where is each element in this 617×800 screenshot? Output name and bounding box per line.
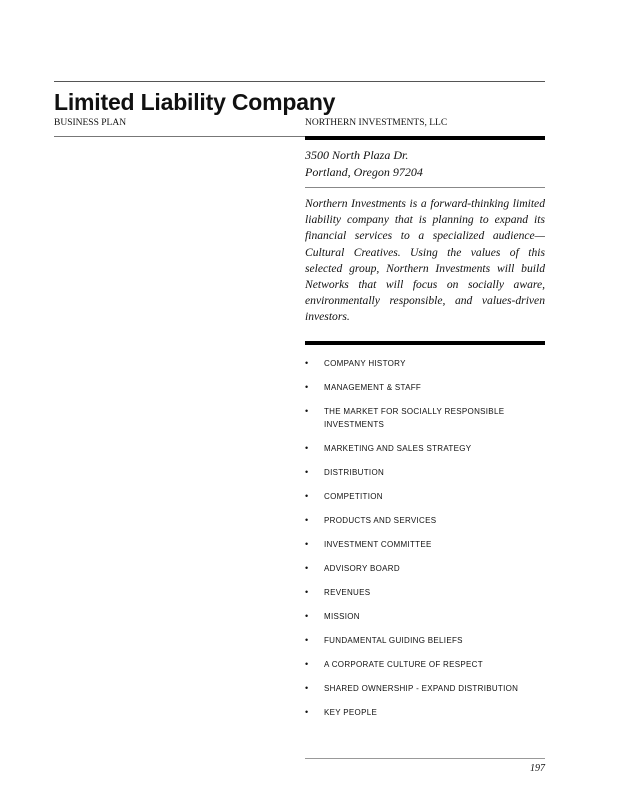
toc-item [305,381,545,394]
toc-item-label: MARKETING AND SALES STRATEGY [324,444,472,453]
toc-item-label: ADVISORY BOARD [324,564,400,573]
toc-item-label: COMPETITION [324,492,383,501]
address-divider-rule [305,187,545,188]
toc-item [305,466,545,479]
toc-item [305,682,545,695]
bullet-icon: • [305,659,309,669]
bullet-icon: • [305,443,309,453]
toc-item [305,357,545,370]
company-name: NORTHERN INVESTMENTS, LLC [305,118,448,128]
toc-item-label: FUNDAMENTAL GUIDING BELIEFS [324,636,463,645]
bullet-icon: • [305,683,309,693]
toc-item [305,442,545,455]
toc-item [305,514,545,527]
bullet-icon: • [305,635,309,645]
bullet-icon: • [305,467,309,477]
toc-item [305,706,545,719]
footer-rule [305,758,545,759]
address-street: 3500 North Plaza Dr. [305,148,409,162]
company-address [305,147,545,181]
bullet-icon: • [305,382,309,392]
toc-item-label: THE MARKET FOR SOCIALLY RESPONSIBLE INVESTMENTS [324,407,505,429]
toc-item-label: INVESTMENT COMMITTEE [324,540,432,549]
toc-item-label: A CORPORATE CULTURE OF RESPECT [324,660,483,669]
address-city-state-zip: Portland, Oregon 97204 [305,165,423,179]
toc-item [305,610,545,623]
toc-item [305,562,545,575]
table-of-contents [305,357,545,730]
toc-item-label: MISSION [324,612,360,621]
toc-item [305,538,545,551]
bullet-icon: • [305,707,309,717]
bullet-icon: • [305,515,309,525]
toc-item [305,405,545,431]
toc-item-label: MANAGEMENT & STAFF [324,383,422,392]
toc-item-label: COMPANY HISTORY [324,359,406,368]
bullet-icon: • [305,563,309,573]
bullet-icon: • [305,491,309,501]
page-title: Limited Liability Company [54,89,336,115]
section-divider-bar [305,136,545,140]
bullet-icon: • [305,539,309,549]
bullet-icon: • [305,358,309,368]
bullet-icon: • [305,587,309,597]
toc-item-label: REVENUES [324,588,371,597]
page-number: 197 [530,763,545,774]
intro-paragraph: Northern Investments is a forward-thinking limited liability company that is planning to expand its financial services to a specialized audience—Cultural Creatives. Using the values of this selected group, Northern Investments will build Networks that will focus on socially aware, environmentally responsible, and values-driven investors. [305,197,545,324]
bullet-icon: • [305,611,309,621]
toc-item-label: DISTRIBUTION [324,468,385,477]
toc-item [305,586,545,599]
toc-item [305,634,545,647]
section-label: BUSINESS PLAN [54,118,127,128]
toc-item-label: SHARED OWNERSHIP - EXPAND DISTRIBUTION [324,684,519,693]
toc-item-label: KEY PEOPLE [324,708,378,717]
toc-item [305,490,545,503]
toc-divider-bar [305,341,545,345]
bullet-icon: • [305,406,309,416]
top-rule [54,81,545,82]
toc-item-label: PRODUCTS AND SERVICES [324,516,437,525]
toc-item [305,658,545,671]
